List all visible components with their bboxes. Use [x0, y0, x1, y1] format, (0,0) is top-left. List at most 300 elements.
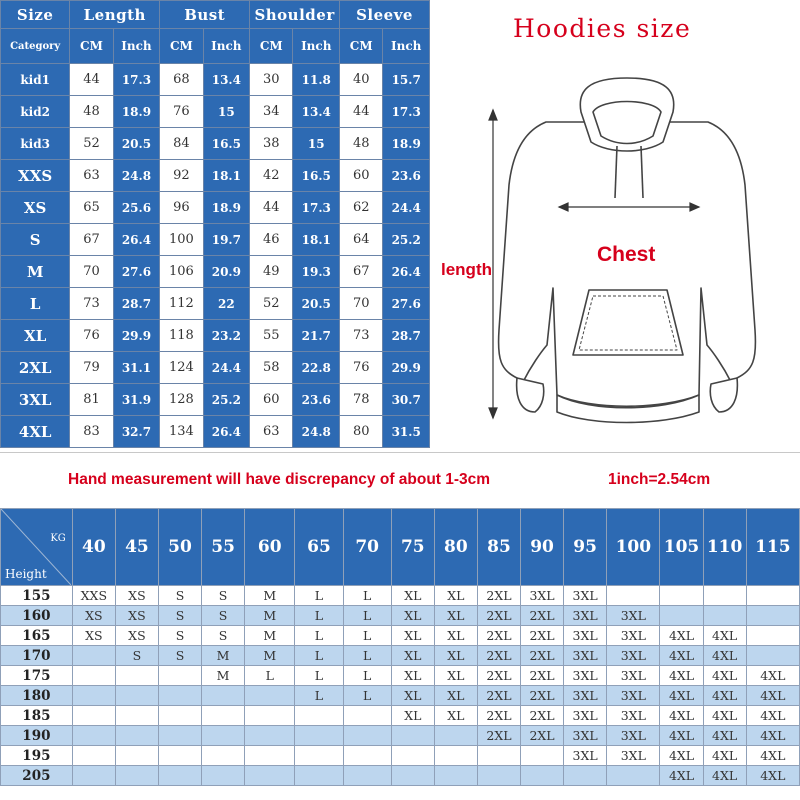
- inch-value: 24.8: [113, 160, 160, 192]
- size-recommendation-cell: [202, 766, 245, 786]
- hoodie-pocket: [573, 290, 683, 355]
- size-recommendation-cell: S: [202, 606, 245, 626]
- cm-value: 30: [250, 64, 293, 96]
- size-recommendation-cell: [295, 766, 343, 786]
- size-recommendation-cell: L: [245, 666, 295, 686]
- inch-value: 26.4: [203, 416, 250, 448]
- inch-value: 11.8: [293, 64, 340, 96]
- size-row: [1, 160, 430, 192]
- cm-value: 106: [160, 256, 203, 288]
- size-recommendation-cell: XL: [391, 706, 434, 726]
- size-recommendation-cell: 3XL: [607, 726, 660, 746]
- inch-value: 18.1: [203, 160, 250, 192]
- size-recommendation-cell: L: [295, 626, 343, 646]
- cm-value: 49: [250, 256, 293, 288]
- size-recommendation-cell: 4XL: [703, 706, 746, 726]
- size-label: L: [1, 288, 70, 320]
- height-label: 155: [1, 586, 73, 606]
- inch-value: 20.5: [293, 288, 340, 320]
- inch-value: 19.3: [293, 256, 340, 288]
- cm-value: 60: [250, 384, 293, 416]
- cm-value: 84: [160, 128, 203, 160]
- size-recommendation-cell: M: [245, 586, 295, 606]
- inch-value: 15: [203, 96, 250, 128]
- size-table-header-row: [1, 1, 430, 29]
- size-label: kid3: [1, 128, 70, 160]
- inch-value: 13.4: [293, 96, 340, 128]
- size-recommendation-cell: [115, 666, 158, 686]
- size-recommendation-cell: 3XL: [564, 746, 607, 766]
- inch-value: 31.1: [113, 352, 160, 384]
- size-recommendation-cell: 3XL: [564, 646, 607, 666]
- inch-value: 22: [203, 288, 250, 320]
- size-recommendation-cell: [391, 766, 434, 786]
- hoodie-hood-inner: [593, 102, 661, 144]
- inch-value: 31.5: [383, 416, 430, 448]
- height-row: [1, 666, 800, 686]
- cm-value: 38: [250, 128, 293, 160]
- size-row: [1, 320, 430, 352]
- size-recommendation-cell: 4XL: [660, 726, 703, 746]
- inch-value: 26.4: [383, 256, 430, 288]
- size-recommendation-cell: 4XL: [746, 766, 799, 786]
- kg-column-header: 45: [115, 509, 158, 586]
- size-recommendation-cell: 3XL: [564, 586, 607, 606]
- size-chart-table: [0, 0, 430, 448]
- size-recommendation-cell: 4XL: [746, 706, 799, 726]
- cm-value: 65: [70, 192, 113, 224]
- cm-value: 112: [160, 288, 203, 320]
- size-recommendation-cell: XL: [391, 646, 434, 666]
- inch-value: 26.4: [113, 224, 160, 256]
- cm-value: 60: [340, 160, 383, 192]
- height-row: [1, 706, 800, 726]
- size-recommendation-cell: XL: [434, 686, 477, 706]
- size-header-size: Size: [1, 1, 70, 29]
- size-recommendation-cell: 4XL: [660, 626, 703, 646]
- size-recommendation-cell: [245, 746, 295, 766]
- size-recommendation-cell: [564, 766, 607, 786]
- size-recommendation-cell: [746, 626, 799, 646]
- size-recommendation-cell: 2XL: [477, 706, 520, 726]
- cm-value: 76: [70, 320, 113, 352]
- size-recommendation-cell: [202, 746, 245, 766]
- height-row: [1, 606, 800, 626]
- cm-value: 73: [70, 288, 113, 320]
- size-recommendation-cell: [607, 766, 660, 786]
- measurement-discrepancy-note: Hand measurement will have discrepancy of about 1-3cm: [68, 471, 491, 488]
- cm-value: 67: [340, 256, 383, 288]
- cm-value: 55: [250, 320, 293, 352]
- hoodie-illustration-panel: [431, 0, 800, 452]
- size-recommendation-cell: [391, 726, 434, 746]
- cm-value: 80: [340, 416, 383, 448]
- size-table-subheader-row: [1, 29, 430, 64]
- cm-value: 96: [160, 192, 203, 224]
- height-corner-label: Height: [5, 567, 47, 581]
- kg-column-header: 50: [158, 509, 201, 586]
- height-label: 185: [1, 706, 73, 726]
- cm-value: 63: [250, 416, 293, 448]
- unit-header: Inch: [203, 29, 250, 64]
- inch-value: 24.4: [203, 352, 250, 384]
- inch-value: 19.7: [203, 224, 250, 256]
- kg-column-header: 105: [660, 509, 703, 586]
- inch-value: 29.9: [383, 352, 430, 384]
- size-recommendation-cell: [703, 606, 746, 626]
- inch-value: 20.9: [203, 256, 250, 288]
- size-recommendation-cell: [202, 686, 245, 706]
- size-recommendation-cell: 2XL: [521, 726, 564, 746]
- inch-value: 15: [293, 128, 340, 160]
- size-recommendation-cell: L: [295, 586, 343, 606]
- cm-value: 83: [70, 416, 113, 448]
- inch-value: 18.9: [203, 192, 250, 224]
- size-recommendation-cell: S: [158, 586, 201, 606]
- size-recommendation-cell: [434, 766, 477, 786]
- size-recommendation-cell: [343, 726, 391, 746]
- size-recommendation-cell: 4XL: [703, 746, 746, 766]
- size-recommendation-cell: XL: [391, 626, 434, 646]
- cm-value: 76: [160, 96, 203, 128]
- size-recommendation-cell: [72, 746, 115, 766]
- cm-value: 128: [160, 384, 203, 416]
- size-recommendation-cell: 2XL: [477, 666, 520, 686]
- kg-column-header: 115: [746, 509, 799, 586]
- size-recommendation-cell: 4XL: [660, 706, 703, 726]
- size-recommendation-cell: XS: [72, 626, 115, 646]
- cm-value: 48: [340, 128, 383, 160]
- inch-value: 17.3: [113, 64, 160, 96]
- size-recommendation-cell: 2XL: [477, 606, 520, 626]
- inch-value: 18.1: [293, 224, 340, 256]
- cm-value: 118: [160, 320, 203, 352]
- size-recommendation-cell: 4XL: [746, 726, 799, 746]
- size-recommendation-cell: 4XL: [660, 666, 703, 686]
- inch-value: 24.4: [383, 192, 430, 224]
- length-label: length: [441, 260, 492, 279]
- size-recommendation-cell: XL: [434, 626, 477, 646]
- cm-value: 44: [70, 64, 113, 96]
- size-recommendation-cell: [477, 746, 520, 766]
- size-header-bust: Bust: [160, 1, 250, 29]
- size-header-shoulder: Shoulder: [250, 1, 340, 29]
- kg-column-header: 75: [391, 509, 434, 586]
- size-row: [1, 192, 430, 224]
- size-label: 2XL: [1, 352, 70, 384]
- kg-column-header: 80: [434, 509, 477, 586]
- size-recommendation-cell: 3XL: [521, 586, 564, 606]
- hoodie-drawing: [431, 0, 800, 452]
- height-label: 165: [1, 626, 73, 646]
- inch-conversion-note: 1inch=2.54cm: [608, 471, 711, 488]
- size-recommendation-cell: 2XL: [477, 686, 520, 706]
- hoodies-size-title: Hoodies size: [513, 14, 692, 43]
- kg-column-header: 70: [343, 509, 391, 586]
- size-recommendation-cell: [245, 726, 295, 746]
- size-recommendation-cell: 2XL: [521, 606, 564, 626]
- unit-header: CM: [160, 29, 203, 64]
- size-label: M: [1, 256, 70, 288]
- size-recommendation-cell: XS: [115, 606, 158, 626]
- size-recommendation-cell: [72, 646, 115, 666]
- inch-value: 24.8: [293, 416, 340, 448]
- cm-value: 124: [160, 352, 203, 384]
- size-row: [1, 384, 430, 416]
- size-recommendation-cell: [434, 726, 477, 746]
- size-recommendation-cell: M: [245, 606, 295, 626]
- size-recommendation-cell: 4XL: [703, 626, 746, 646]
- unit-header: Inch: [293, 29, 340, 64]
- size-recommendation-cell: 2XL: [521, 626, 564, 646]
- height-kg-corner: [1, 509, 73, 586]
- size-recommendation-cell: XL: [391, 666, 434, 686]
- size-recommendation-cell: [607, 586, 660, 606]
- height-label: 205: [1, 766, 73, 786]
- size-recommendation-cell: [746, 606, 799, 626]
- size-recommendation-cell: [295, 726, 343, 746]
- size-recommendation-cell: [158, 766, 201, 786]
- kg-column-header: 100: [607, 509, 660, 586]
- size-recommendation-cell: [158, 746, 201, 766]
- unit-header: CM: [340, 29, 383, 64]
- size-recommendation-cell: XL: [391, 686, 434, 706]
- cm-value: 81: [70, 384, 113, 416]
- size-recommendation-cell: 2XL: [477, 726, 520, 746]
- cm-value: 62: [340, 192, 383, 224]
- height-label: 190: [1, 726, 73, 746]
- size-recommendation-cell: [158, 726, 201, 746]
- size-recommendation-cell: XL: [434, 666, 477, 686]
- size-recommendation-cell: [158, 706, 201, 726]
- cm-value: 79: [70, 352, 113, 384]
- size-recommendation-cell: [660, 606, 703, 626]
- size-recommendation-cell: [202, 706, 245, 726]
- height-row: [1, 746, 800, 766]
- size-recommendation-cell: 4XL: [746, 746, 799, 766]
- size-recommendation-cell: [746, 586, 799, 606]
- inch-value: 29.9: [113, 320, 160, 352]
- inch-value: 27.6: [383, 288, 430, 320]
- size-recommendation-cell: L: [343, 586, 391, 606]
- size-recommendation-cell: L: [343, 646, 391, 666]
- inch-value: 25.6: [113, 192, 160, 224]
- size-recommendation-cell: 3XL: [607, 666, 660, 686]
- height-label: 195: [1, 746, 73, 766]
- size-recommendation-cell: [295, 746, 343, 766]
- size-row: [1, 96, 430, 128]
- size-recommendation-cell: [115, 746, 158, 766]
- size-recommendation-cell: 3XL: [564, 626, 607, 646]
- size-recommendation-cell: L: [343, 686, 391, 706]
- size-recommendation-cell: [245, 706, 295, 726]
- inch-value: 28.7: [113, 288, 160, 320]
- size-recommendation-cell: XL: [434, 606, 477, 626]
- size-recommendation-cell: XL: [434, 706, 477, 726]
- size-recommendation-cell: 3XL: [607, 686, 660, 706]
- size-recommendation-cell: 2XL: [477, 626, 520, 646]
- inch-value: 32.7: [113, 416, 160, 448]
- size-recommendation-cell: [158, 686, 201, 706]
- size-recommendation-cell: L: [295, 606, 343, 626]
- inch-value: 22.8: [293, 352, 340, 384]
- size-recommendation-cell: 4XL: [660, 746, 703, 766]
- cm-value: 58: [250, 352, 293, 384]
- size-recommendation-cell: 3XL: [607, 626, 660, 646]
- inch-value: 23.6: [293, 384, 340, 416]
- size-recommendation-cell: L: [295, 666, 343, 686]
- size-label: 3XL: [1, 384, 70, 416]
- cm-value: 52: [70, 128, 113, 160]
- height-label: 170: [1, 646, 73, 666]
- size-row: [1, 352, 430, 384]
- unit-header: Inch: [383, 29, 430, 64]
- inch-value: 17.3: [383, 96, 430, 128]
- size-recommendation-cell: [72, 686, 115, 706]
- size-recommendation-cell: 2XL: [521, 666, 564, 686]
- inch-value: 16.5: [293, 160, 340, 192]
- category-header: Category: [1, 29, 70, 64]
- size-recommendation-cell: [115, 726, 158, 746]
- size-recommendation-cell: 2XL: [477, 586, 520, 606]
- kg-column-header: 90: [521, 509, 564, 586]
- size-row: [1, 256, 430, 288]
- cm-value: 92: [160, 160, 203, 192]
- kg-column-header: 40: [72, 509, 115, 586]
- height-weight-table: [0, 508, 800, 786]
- size-recommendation-cell: XL: [391, 606, 434, 626]
- size-label: S: [1, 224, 70, 256]
- inch-value: 18.9: [113, 96, 160, 128]
- cm-value: 73: [340, 320, 383, 352]
- size-recommendation-cell: 4XL: [660, 686, 703, 706]
- size-recommendation-cell: [245, 766, 295, 786]
- kg-header-row: [1, 509, 800, 586]
- height-row: [1, 766, 800, 786]
- size-recommendation-cell: 3XL: [564, 686, 607, 706]
- size-recommendation-cell: 2XL: [521, 686, 564, 706]
- size-recommendation-cell: [72, 766, 115, 786]
- size-recommendation-cell: S: [158, 626, 201, 646]
- size-recommendation-cell: L: [343, 626, 391, 646]
- size-recommendation-cell: 3XL: [607, 606, 660, 626]
- unit-header: Inch: [113, 29, 160, 64]
- size-header-length: Length: [70, 1, 160, 29]
- inch-value: 17.3: [293, 192, 340, 224]
- inch-value: 25.2: [203, 384, 250, 416]
- kg-column-header: 55: [202, 509, 245, 586]
- height-row: [1, 586, 800, 606]
- size-recommendation-cell: XS: [72, 606, 115, 626]
- size-recommendation-cell: 3XL: [564, 726, 607, 746]
- cm-value: 63: [70, 160, 113, 192]
- cm-value: 46: [250, 224, 293, 256]
- measurement-note-band: [0, 452, 800, 509]
- size-recommendation-cell: [72, 706, 115, 726]
- size-recommendation-cell: M: [202, 666, 245, 686]
- inch-value: 15.7: [383, 64, 430, 96]
- size-recommendation-cell: L: [295, 646, 343, 666]
- cm-value: 42: [250, 160, 293, 192]
- size-recommendation-cell: M: [245, 646, 295, 666]
- size-recommendation-cell: [72, 726, 115, 746]
- size-recommendation-cell: 4XL: [703, 726, 746, 746]
- size-recommendation-cell: 3XL: [607, 706, 660, 726]
- inch-value: 25.2: [383, 224, 430, 256]
- unit-header: CM: [70, 29, 113, 64]
- size-recommendation-cell: 4XL: [746, 666, 799, 686]
- hoodie-left-cuff: [517, 378, 544, 412]
- size-recommendation-cell: S: [158, 646, 201, 666]
- size-recommendation-cell: 4XL: [660, 766, 703, 786]
- cm-value: 134: [160, 416, 203, 448]
- inch-value: 16.5: [203, 128, 250, 160]
- cm-value: 70: [70, 256, 113, 288]
- height-row: [1, 626, 800, 646]
- size-label: kid2: [1, 96, 70, 128]
- size-recommendation-cell: XL: [391, 586, 434, 606]
- size-row: [1, 64, 430, 96]
- cm-value: 40: [340, 64, 383, 96]
- inch-value: 20.5: [113, 128, 160, 160]
- size-recommendation-cell: 4XL: [703, 686, 746, 706]
- size-recommendation-cell: [245, 686, 295, 706]
- inch-value: 30.7: [383, 384, 430, 416]
- size-recommendation-cell: 2XL: [521, 706, 564, 726]
- size-recommendation-cell: S: [202, 586, 245, 606]
- size-recommendation-cell: L: [343, 606, 391, 626]
- cm-value: 68: [160, 64, 203, 96]
- size-recommendation-cell: 4XL: [703, 766, 746, 786]
- size-header-sleeve: Sleeve: [340, 1, 430, 29]
- size-recommendation-cell: [202, 726, 245, 746]
- height-row: [1, 726, 800, 746]
- kg-column-header: 110: [703, 509, 746, 586]
- cm-value: 100: [160, 224, 203, 256]
- kg-column-header: 65: [295, 509, 343, 586]
- size-recommendation-cell: [343, 706, 391, 726]
- size-row: [1, 416, 430, 448]
- size-recommendation-cell: [391, 746, 434, 766]
- cm-value: 70: [340, 288, 383, 320]
- size-recommendation-cell: XS: [115, 586, 158, 606]
- size-recommendation-cell: 4XL: [660, 646, 703, 666]
- size-recommendation-cell: [295, 706, 343, 726]
- size-recommendation-cell: 3XL: [564, 666, 607, 686]
- inch-value: 27.6: [113, 256, 160, 288]
- kg-column-header: 60: [245, 509, 295, 586]
- cm-value: 34: [250, 96, 293, 128]
- size-row: [1, 288, 430, 320]
- inch-value: 23.2: [203, 320, 250, 352]
- hoodie-right-cuff: [710, 378, 737, 412]
- kg-column-header: 85: [477, 509, 520, 586]
- cm-value: 44: [250, 192, 293, 224]
- height-row: [1, 646, 800, 666]
- size-recommendation-cell: S: [115, 646, 158, 666]
- size-recommendation-cell: [703, 586, 746, 606]
- size-recommendation-cell: 2XL: [521, 646, 564, 666]
- size-label: 4XL: [1, 416, 70, 448]
- size-recommendation-cell: [158, 666, 201, 686]
- size-recommendation-cell: XL: [434, 586, 477, 606]
- inch-value: 28.7: [383, 320, 430, 352]
- size-recommendation-cell: 4XL: [746, 686, 799, 706]
- cm-value: 52: [250, 288, 293, 320]
- size-row: [1, 224, 430, 256]
- chest-label: Chest: [597, 243, 656, 266]
- size-recommendation-cell: [115, 706, 158, 726]
